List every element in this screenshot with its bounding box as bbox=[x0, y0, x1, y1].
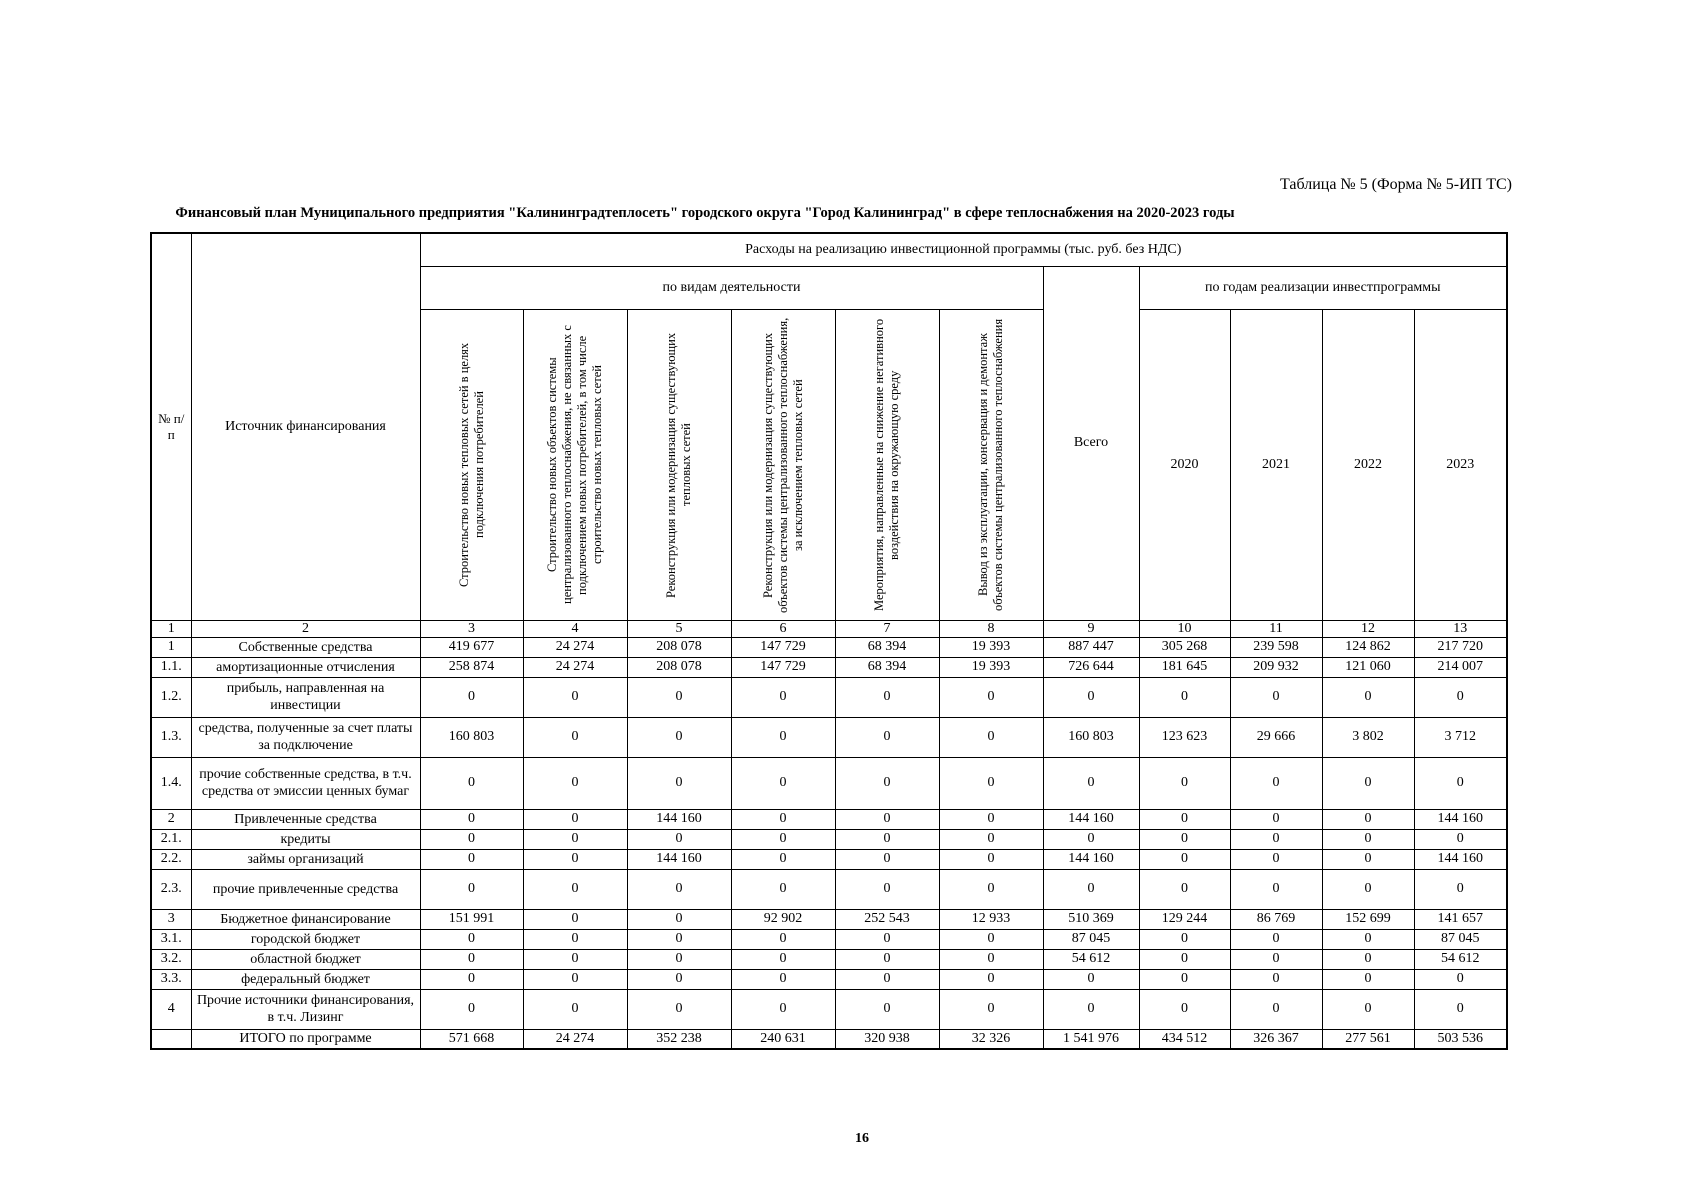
row-value: 87 045 bbox=[1043, 929, 1139, 949]
row-value: 129 244 bbox=[1139, 909, 1230, 929]
row-number: 4 bbox=[151, 989, 191, 1029]
row-value: 0 bbox=[1139, 949, 1230, 969]
row-value: 434 512 bbox=[1139, 1029, 1230, 1049]
row-value: 19 393 bbox=[939, 637, 1043, 657]
row-value: 86 769 bbox=[1230, 909, 1322, 929]
row-value: 124 862 bbox=[1322, 637, 1414, 657]
row-value: 1 541 976 bbox=[1043, 1029, 1139, 1049]
row-value: 0 bbox=[1139, 829, 1230, 849]
row-value: 0 bbox=[1414, 757, 1507, 809]
row-value: 0 bbox=[627, 757, 731, 809]
col-number: 13 bbox=[1414, 620, 1507, 637]
col-number: 7 bbox=[835, 620, 939, 637]
row-value: 0 bbox=[731, 869, 835, 909]
row-value: 0 bbox=[420, 809, 523, 829]
row-value: 0 bbox=[1043, 677, 1139, 717]
row-number: 2.3. bbox=[151, 869, 191, 909]
row-number bbox=[151, 1029, 191, 1049]
row-value: 0 bbox=[420, 969, 523, 989]
row-value: 0 bbox=[420, 677, 523, 717]
row-number: 1.4. bbox=[151, 757, 191, 809]
header-activity-1: Строительство новых тепловых сетей в целях подключения потребителей bbox=[420, 309, 523, 620]
row-number: 3 bbox=[151, 909, 191, 929]
row-value: 144 160 bbox=[1043, 809, 1139, 829]
row-value: 0 bbox=[1322, 809, 1414, 829]
row-value: 0 bbox=[420, 989, 523, 1029]
row-value: 0 bbox=[523, 829, 627, 849]
row-value: 240 631 bbox=[731, 1029, 835, 1049]
row-value: 0 bbox=[939, 869, 1043, 909]
column-number-row bbox=[151, 620, 1507, 637]
header-expenses: Расходы на реализацию инвестиционной программы (тыс. руб. без НДС) bbox=[420, 233, 1507, 266]
row-value: 147 729 bbox=[731, 657, 835, 677]
row-value: 0 bbox=[939, 989, 1043, 1029]
row-value: 0 bbox=[835, 869, 939, 909]
header-by-year: по годам реализации инвестпрограммы bbox=[1139, 266, 1507, 309]
row-value: 0 bbox=[1043, 869, 1139, 909]
header-year-2022: 2022 bbox=[1322, 309, 1414, 620]
row-value: 887 447 bbox=[1043, 637, 1139, 657]
row-value: 0 bbox=[939, 949, 1043, 969]
row-value: 0 bbox=[1322, 929, 1414, 949]
row-value: 0 bbox=[731, 949, 835, 969]
header-year-2023: 2023 bbox=[1414, 309, 1507, 620]
row-value: 0 bbox=[835, 849, 939, 869]
row-value: 141 657 bbox=[1414, 909, 1507, 929]
row-value: 29 666 bbox=[1230, 717, 1322, 757]
row-value: 0 bbox=[523, 909, 627, 929]
row-value: 0 bbox=[1322, 989, 1414, 1029]
row-value: 0 bbox=[627, 717, 731, 757]
row-value: 0 bbox=[627, 989, 731, 1029]
row-number: 2.2. bbox=[151, 849, 191, 869]
table-row bbox=[151, 677, 1507, 717]
row-value: 0 bbox=[1230, 829, 1322, 849]
row-value: 3 802 bbox=[1322, 717, 1414, 757]
header-year-2020: 2020 bbox=[1139, 309, 1230, 620]
row-value: 0 bbox=[835, 929, 939, 949]
row-value: 0 bbox=[420, 949, 523, 969]
table-row bbox=[151, 869, 1507, 909]
row-value: 3 712 bbox=[1414, 717, 1507, 757]
row-value: 0 bbox=[420, 757, 523, 809]
row-value: 0 bbox=[1139, 677, 1230, 717]
row-value: 0 bbox=[835, 717, 939, 757]
row-value: 0 bbox=[523, 757, 627, 809]
table-row bbox=[151, 757, 1507, 809]
row-value: 305 268 bbox=[1139, 637, 1230, 657]
row-value: 0 bbox=[731, 717, 835, 757]
row-value: 0 bbox=[1230, 969, 1322, 989]
row-source: прочие привлеченные средства bbox=[191, 869, 420, 909]
row-number: 1.3. bbox=[151, 717, 191, 757]
row-value: 0 bbox=[420, 869, 523, 909]
row-value: 0 bbox=[627, 869, 731, 909]
row-value: 0 bbox=[1414, 969, 1507, 989]
page-number: 16 bbox=[855, 1131, 869, 1146]
row-value: 0 bbox=[420, 849, 523, 869]
row-number: 1.2. bbox=[151, 677, 191, 717]
header-by-activity: по видам деятельности bbox=[420, 266, 1043, 309]
row-value: 0 bbox=[1230, 869, 1322, 909]
table-row bbox=[151, 809, 1507, 829]
row-value: 0 bbox=[1230, 809, 1322, 829]
row-value: 0 bbox=[627, 969, 731, 989]
row-number: 1.1. bbox=[151, 657, 191, 677]
row-value: 24 274 bbox=[523, 657, 627, 677]
row-value: 571 668 bbox=[420, 1029, 523, 1049]
row-value: 160 803 bbox=[420, 717, 523, 757]
row-value: 160 803 bbox=[1043, 717, 1139, 757]
row-value: 24 274 bbox=[523, 1029, 627, 1049]
row-value: 0 bbox=[1139, 757, 1230, 809]
row-value: 0 bbox=[420, 829, 523, 849]
row-value: 181 645 bbox=[1139, 657, 1230, 677]
row-source: ИТОГО по программе bbox=[191, 1029, 420, 1049]
row-value: 320 938 bbox=[835, 1029, 939, 1049]
row-value: 92 902 bbox=[731, 909, 835, 929]
row-value: 726 644 bbox=[1043, 657, 1139, 677]
row-value: 0 bbox=[523, 869, 627, 909]
table-row bbox=[151, 949, 1507, 969]
row-value: 352 238 bbox=[627, 1029, 731, 1049]
row-value: 0 bbox=[523, 849, 627, 869]
table-caption: Таблица № 5 (Форма № 5-ИП ТС) bbox=[1279, 176, 1512, 193]
row-value: 68 394 bbox=[835, 637, 939, 657]
row-value: 0 bbox=[523, 809, 627, 829]
table-row bbox=[151, 849, 1507, 869]
table-body bbox=[151, 637, 1507, 1049]
row-source: прочие собственные средства, в т.ч. средства от эмиссии ценных бумаг bbox=[191, 757, 420, 809]
row-value: 0 bbox=[939, 717, 1043, 757]
row-value: 0 bbox=[523, 929, 627, 949]
row-value: 0 bbox=[1414, 869, 1507, 909]
row-value: 0 bbox=[1139, 989, 1230, 1029]
row-value: 0 bbox=[731, 757, 835, 809]
row-value: 0 bbox=[835, 809, 939, 829]
col-number: 10 bbox=[1139, 620, 1230, 637]
row-value: 0 bbox=[1414, 989, 1507, 1029]
row-value: 144 160 bbox=[1043, 849, 1139, 869]
col-number: 6 bbox=[731, 620, 835, 637]
row-value: 510 369 bbox=[1043, 909, 1139, 929]
row-value: 0 bbox=[1322, 677, 1414, 717]
col-number: 1 bbox=[151, 620, 191, 637]
row-value: 0 bbox=[939, 969, 1043, 989]
row-value: 152 699 bbox=[1322, 909, 1414, 929]
row-source: областной бюджет bbox=[191, 949, 420, 969]
row-value: 151 991 bbox=[420, 909, 523, 929]
row-value: 144 160 bbox=[1414, 809, 1507, 829]
row-source: средства, полученные за счет платы за подключение bbox=[191, 717, 420, 757]
col-number: 8 bbox=[939, 620, 1043, 637]
row-value: 144 160 bbox=[1414, 849, 1507, 869]
row-value: 0 bbox=[1230, 849, 1322, 869]
row-value: 0 bbox=[1230, 929, 1322, 949]
row-number: 3.3. bbox=[151, 969, 191, 989]
row-value: 0 bbox=[1414, 677, 1507, 717]
row-value: 0 bbox=[1230, 677, 1322, 717]
row-value: 32 326 bbox=[939, 1029, 1043, 1049]
table-row bbox=[151, 989, 1507, 1029]
header-activity-6: Вывод из эксплуатации, консервация и демонтаж объектов системы централизованного теплоснабжения bbox=[939, 309, 1043, 620]
row-value: 0 bbox=[835, 969, 939, 989]
col-number: 5 bbox=[627, 620, 731, 637]
row-value: 0 bbox=[1322, 849, 1414, 869]
row-value: 252 543 bbox=[835, 909, 939, 929]
row-value: 0 bbox=[731, 969, 835, 989]
row-source: прибыль, направленная на инвестиции bbox=[191, 677, 420, 717]
row-source: займы организаций bbox=[191, 849, 420, 869]
row-source: федеральный бюджет bbox=[191, 969, 420, 989]
row-value: 0 bbox=[731, 849, 835, 869]
row-value: 0 bbox=[835, 989, 939, 1029]
col-number: 11 bbox=[1230, 620, 1322, 637]
row-value: 214 007 bbox=[1414, 657, 1507, 677]
row-value: 24 274 bbox=[523, 637, 627, 657]
row-value: 0 bbox=[731, 829, 835, 849]
row-value: 0 bbox=[627, 949, 731, 969]
row-value: 0 bbox=[835, 829, 939, 849]
row-value: 144 160 bbox=[627, 849, 731, 869]
table-row bbox=[151, 717, 1507, 757]
row-value: 0 bbox=[731, 809, 835, 829]
row-value: 0 bbox=[627, 929, 731, 949]
col-number: 9 bbox=[1043, 620, 1139, 637]
row-value: 0 bbox=[1043, 829, 1139, 849]
row-number: 3.2. bbox=[151, 949, 191, 969]
row-value: 12 933 bbox=[939, 909, 1043, 929]
row-value: 0 bbox=[1139, 869, 1230, 909]
row-value: 0 bbox=[420, 929, 523, 949]
row-value: 419 677 bbox=[420, 637, 523, 657]
col-number: 4 bbox=[523, 620, 627, 637]
row-value: 0 bbox=[731, 989, 835, 1029]
row-value: 0 bbox=[1322, 829, 1414, 849]
table-row bbox=[151, 969, 1507, 989]
col-number: 2 bbox=[191, 620, 420, 637]
document-title: Финансовый план Муниципального предприятия "Калининградтеплосеть" городского округа "Город Калининград" в сфере теплоснабжения на 2020-2023 годы bbox=[175, 205, 1235, 221]
row-value: 0 bbox=[939, 677, 1043, 717]
row-value: 54 612 bbox=[1414, 949, 1507, 969]
row-value: 0 bbox=[1414, 829, 1507, 849]
row-value: 144 160 bbox=[627, 809, 731, 829]
row-value: 239 598 bbox=[1230, 637, 1322, 657]
row-value: 217 720 bbox=[1414, 637, 1507, 657]
row-value: 0 bbox=[1322, 757, 1414, 809]
row-value: 0 bbox=[1230, 949, 1322, 969]
row-value: 0 bbox=[523, 949, 627, 969]
row-value: 0 bbox=[1139, 809, 1230, 829]
table-row bbox=[151, 929, 1507, 949]
row-value: 0 bbox=[1139, 969, 1230, 989]
row-value: 326 367 bbox=[1230, 1029, 1322, 1049]
row-value: 0 bbox=[1230, 989, 1322, 1029]
header-activity-4: Реконструкция или модернизация существующих объектов системы централизованного теплоснабжения, за исключением тепловых сетей bbox=[731, 309, 835, 620]
row-value: 209 932 bbox=[1230, 657, 1322, 677]
row-value: 0 bbox=[627, 909, 731, 929]
financial-plan-table bbox=[150, 232, 1508, 1050]
row-source: Прочие источники финансирования, в т.ч. Лизинг bbox=[191, 989, 420, 1029]
table-row bbox=[151, 657, 1507, 677]
row-source: Собственные средства bbox=[191, 637, 420, 657]
row-value: 208 078 bbox=[627, 657, 731, 677]
header-activity-5: Мероприятия, направленные на снижение негативного воздействия на окружающую среду bbox=[835, 309, 939, 620]
row-value: 0 bbox=[1139, 929, 1230, 949]
row-number: 2.1. bbox=[151, 829, 191, 849]
row-source: городской бюджет bbox=[191, 929, 420, 949]
row-value: 0 bbox=[835, 677, 939, 717]
row-value: 0 bbox=[835, 757, 939, 809]
row-value: 123 623 bbox=[1139, 717, 1230, 757]
row-value: 19 393 bbox=[939, 657, 1043, 677]
row-value: 68 394 bbox=[835, 657, 939, 677]
row-value: 0 bbox=[939, 849, 1043, 869]
row-number: 1 bbox=[151, 637, 191, 657]
row-value: 0 bbox=[939, 809, 1043, 829]
table-row bbox=[151, 829, 1507, 849]
row-value: 0 bbox=[835, 949, 939, 969]
row-source: Бюджетное финансирование bbox=[191, 909, 420, 929]
header-source: Источник финансирования bbox=[191, 233, 420, 620]
header-activity-2: Строительство новых объектов системы централизованного теплоснабжения, не связанных с подключением новых потребителей, в том числе строительство новых тепловых сетей bbox=[523, 309, 627, 620]
row-value: 0 bbox=[1230, 757, 1322, 809]
row-value: 121 060 bbox=[1322, 657, 1414, 677]
row-value: 0 bbox=[731, 929, 835, 949]
row-source: кредиты bbox=[191, 829, 420, 849]
row-source: амортизационные отчисления bbox=[191, 657, 420, 677]
row-value: 0 bbox=[939, 829, 1043, 849]
row-value: 54 612 bbox=[1043, 949, 1139, 969]
row-value: 208 078 bbox=[627, 637, 731, 657]
row-value: 0 bbox=[1043, 989, 1139, 1029]
header-activity-3: Реконструкция или модернизация существующих тепловых сетей bbox=[627, 309, 731, 620]
row-value: 0 bbox=[1322, 949, 1414, 969]
header-num: № п/п bbox=[151, 233, 191, 620]
row-number: 2 bbox=[151, 809, 191, 829]
row-value: 0 bbox=[627, 829, 731, 849]
row-value: 0 bbox=[523, 677, 627, 717]
row-value: 0 bbox=[1043, 969, 1139, 989]
row-value: 0 bbox=[939, 929, 1043, 949]
row-value: 0 bbox=[523, 969, 627, 989]
row-source: Привлеченные средства bbox=[191, 809, 420, 829]
row-value: 0 bbox=[731, 677, 835, 717]
table-row bbox=[151, 909, 1507, 929]
row-value: 0 bbox=[1139, 849, 1230, 869]
row-value: 503 536 bbox=[1414, 1029, 1507, 1049]
row-number: 3.1. bbox=[151, 929, 191, 949]
table-row bbox=[151, 1029, 1507, 1049]
col-number: 12 bbox=[1322, 620, 1414, 637]
table-row bbox=[151, 637, 1507, 657]
row-value: 0 bbox=[523, 717, 627, 757]
row-value: 258 874 bbox=[420, 657, 523, 677]
row-value: 147 729 bbox=[731, 637, 835, 657]
row-value: 0 bbox=[627, 677, 731, 717]
row-value: 0 bbox=[1043, 757, 1139, 809]
row-value: 0 bbox=[1322, 869, 1414, 909]
row-value: 277 561 bbox=[1322, 1029, 1414, 1049]
row-value: 0 bbox=[939, 757, 1043, 809]
row-value: 0 bbox=[1322, 969, 1414, 989]
header-total: Всего bbox=[1043, 266, 1139, 620]
col-number: 3 bbox=[420, 620, 523, 637]
header-year-2021: 2021 bbox=[1230, 309, 1322, 620]
row-value: 0 bbox=[523, 989, 627, 1029]
row-value: 87 045 bbox=[1414, 929, 1507, 949]
